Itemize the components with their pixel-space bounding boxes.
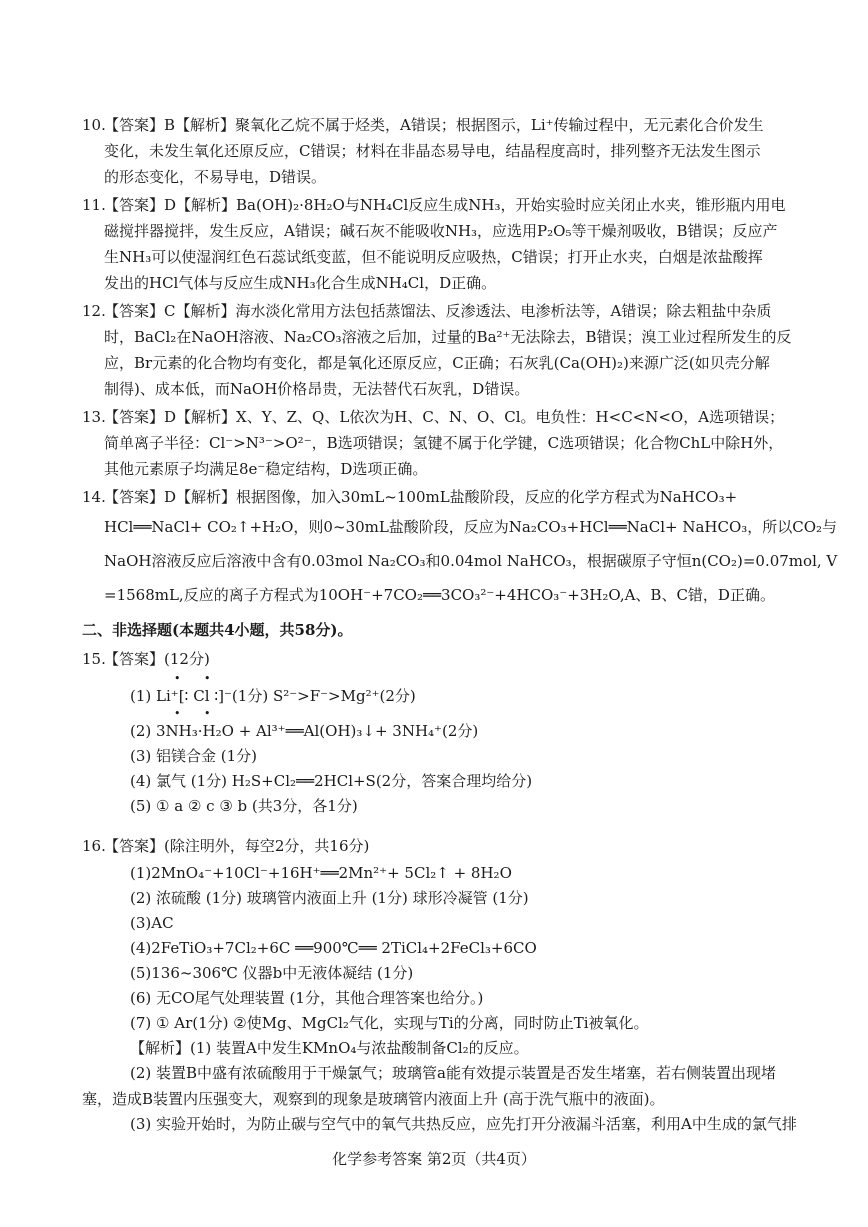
question-14	[82, 484, 838, 612]
question-10	[82, 112, 782, 190]
question-body	[104, 298, 792, 402]
answer-header: 【答案】(除注明外，每空2分，共16分)	[104, 837, 370, 855]
answer-item: (5)136~306℃ 仪器b中无液体凝结 (1分)	[130, 964, 414, 982]
question-number: 10.	[82, 116, 106, 134]
question-number: 13.	[82, 408, 106, 426]
text-line: HCl══NaCl+ CO₂↑+H₂O，则0~30mL盐酸阶段，反应为Na₂CO₃+HCl══NaCl+ NaHCO₃，所以CO₂与	[104, 518, 838, 536]
text-line: 【答案】C【解析】海水淡化常用方法包括蒸馏法、反渗透法、电渗析法等，A错误；除去粗盐中杂质	[104, 302, 772, 320]
question-13	[82, 404, 785, 482]
question-16	[82, 833, 782, 859]
text-line: 【答案】D【解析】根据图像，加入30mL~100mL盐酸阶段，反应的化学方程式为NaHCO₃+	[104, 488, 738, 506]
analysis-line: 【解析】(1) 装置A中发生KMnO₄与浓盐酸制备Cl₂的反应。	[130, 1039, 529, 1057]
analysis-line: (2) 装置B中盛有浓硫酸用于干燥氯气；玻璃管a能有效提示装置是否发生堵塞，若右侧装置出现堵	[130, 1064, 776, 1082]
analysis-line: (3) 实验开始时，为防止碳与空气中的氧气共热反应，应先打开分液漏斗活塞，利用A中生成的氯气排	[130, 1115, 797, 1133]
answer-item: (6) 无CO尾气处理装置 (1分，其他合理答案也给分。)	[130, 989, 484, 1007]
question-15	[82, 646, 782, 672]
answer-item: (1)2MnO₄⁻+10Cl⁻+16H⁺══2Mn²⁺+ 5Cl₂↑ + 8H₂O	[130, 864, 512, 882]
answer-item: (2) 浓硫酸 (1分) 玻璃管内液面上升 (1分) 球形冷凝管 (1分)	[130, 889, 529, 907]
text-line: 【答案】B【解析】聚氧化乙烷不属于烃类，A错误；根据图示，Li⁺传输过程中，无元素化合价发生	[104, 116, 764, 134]
answer-content	[82, 112, 838, 1137]
question-12	[82, 298, 792, 402]
question-number: 11.	[82, 196, 106, 214]
question-body	[104, 112, 782, 190]
answer-item: (2) 3NH₃·H₂O + Al³⁺══Al(OH)₃↓+ 3NH₄⁺(2分)	[130, 722, 479, 740]
text-line: 其他元素原子均满足8e⁻稳定结构，D选项正确。	[104, 460, 428, 478]
question-number: 14.	[82, 488, 106, 506]
analysis-line: 塞，造成B装置内压强变大，观察到的现象是玻璃管内液面上升 (高于洗气瓶中的液面)。	[82, 1090, 665, 1108]
text-line: 的形态变化，不易导电，D错误。	[104, 168, 327, 186]
question-body	[104, 646, 782, 672]
text-line: NaOH溶液反应后溶液中含有0.03mol Na₂CO₃和0.04mol NaHCO₃，根据碳原子守恒n(CO₂)=0.07mol, V	[104, 552, 838, 570]
answer-item: (7) ① Ar(1分) ②使Mg、MgCl₂气化，实现与Ti的分离，同时防止Ti被氧化。	[130, 1014, 649, 1032]
text-line: =1568mL,反应的离子方程式为10OH⁻+7CO₂══3CO₃²⁻+4HCO₃⁻+3H₂O,A、B、C错，D正确。	[104, 586, 775, 604]
text-line: 时，BaCl₂在NaOH溶液、Na₂CO₃溶液之后加，过量的Ba²⁺无法除去，B错误；溴工业过程所发生的反	[104, 328, 792, 346]
answer-item: (4) 氯气 (1分) H₂S+Cl₂══2HCl+S(2分，答案合理均给分)	[130, 772, 533, 790]
text-line: 简单离子半径：Cl⁻>N³⁻>O²⁻，B选项错误；氢键不属于化学键，C选项错误；化合物ChL中除H外，	[104, 434, 784, 452]
text-line: 【答案】D【解析】X、Y、Z、Q、L依次为H、C、N、O、Cl。电负性：H<C<N<O，A选项错误；	[104, 408, 785, 426]
answer-item: (3)AC	[130, 914, 174, 932]
answer-item: (4)2FeTiO₃+7Cl₂+6C ══900℃══ 2TiCl₄+2FeCl₃+6CO	[130, 939, 537, 957]
text-line: 应，Br元素的化合物均有变化，都是氧化还原反应，C正确；石灰乳(Ca(OH)₂)来源广泛(如贝壳分解	[104, 354, 770, 372]
text-line: 磁搅拌器搅拌，发生反应，A错误；碱石灰不能吸收NH₃，应选用P₂O₅等干燥剂吸收，B错误；反应产	[104, 222, 778, 240]
text-line: 发出的HCl气体与反应生成NH₃化合生成NH₄Cl，D正确。	[104, 274, 497, 292]
q15-answers	[82, 674, 782, 819]
section-heading: 二、非选择题(本题共4小题，共58分)。	[82, 621, 353, 639]
page-footer: 化学参考答案 第2页（共4页）	[332, 1150, 536, 1168]
text-line: 【答案】D【解析】Ba(OH)₂·8H₂O与NH₄Cl反应生成NH₃，开始实验时应关闭止水夹，锥形瓶内用电	[104, 196, 786, 214]
spacer	[82, 819, 782, 833]
question-number: 16.	[82, 837, 106, 855]
answer-item: (3) 铝镁合金 (1分)	[130, 747, 258, 765]
question-number: 15.	[82, 650, 106, 668]
electron-dots-top: • •	[174, 672, 221, 685]
text-line: 变化，未发生氧化还原反应，C错误；材料在非晶态易导电，结晶程度高时，排列整齐无法发生图示	[104, 142, 761, 160]
answer-item: (1) Li⁺[∶ Cl ∶]⁻(1分) S²⁻>F⁻>Mg²⁺(2分)	[130, 687, 416, 705]
question-number: 12.	[82, 302, 106, 320]
question-body	[104, 484, 837, 612]
question-body	[104, 404, 784, 482]
answer-header: 【答案】(12分)	[104, 650, 210, 668]
question-11	[82, 192, 786, 296]
text-line: 制得)、成本低，而NaOH价格昂贵，无法替代石灰乳，D错误。	[104, 380, 530, 398]
text-line: 生NH₃可以使湿润红色石蕊试纸变蓝，但不能说明反应吸热，C错误；打开止水夹，白烟是浓盐酸挥	[104, 248, 763, 266]
q16-answers	[82, 861, 782, 1086]
answer-item: (5) ① a ② c ③ b (共3分，各1分)	[130, 797, 358, 815]
question-body	[104, 192, 786, 296]
question-body	[104, 833, 782, 859]
electron-dots-bottom: • •	[174, 707, 221, 720]
